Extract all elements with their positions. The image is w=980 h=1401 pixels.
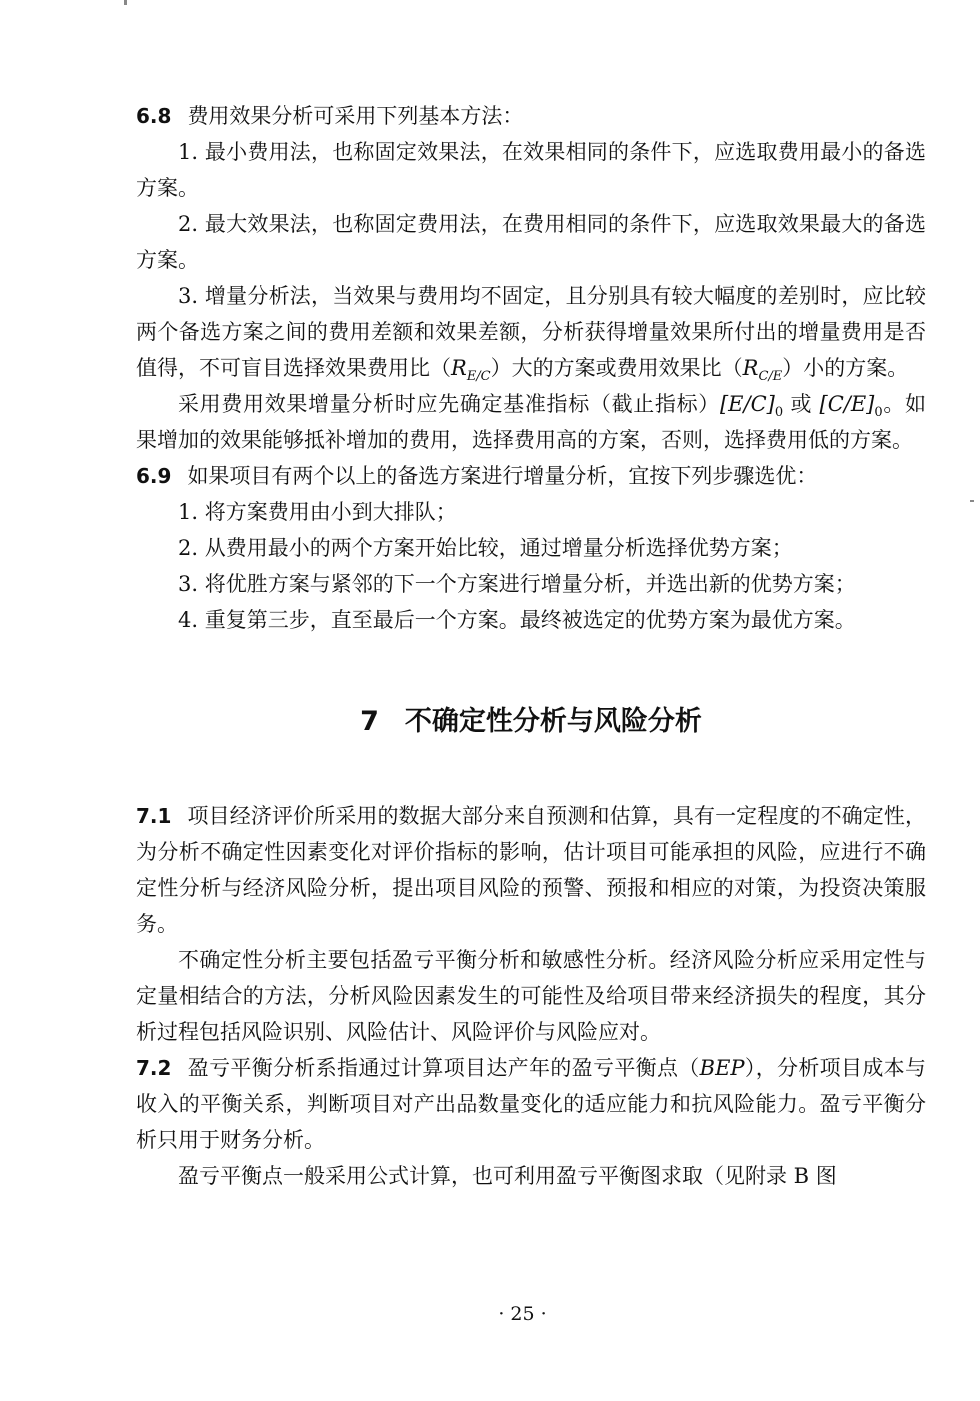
step-item: 3. 将优胜方案与紧邻的下一个方案进行增量分析，并选出新的优势方案；: [178, 572, 856, 596]
step-item: 2. 从费用最小的两个方案开始比较，通过增量分析选择优势方案；: [178, 536, 793, 560]
benchmark-subscript: 0: [774, 405, 784, 421]
paragraph: [136, 386, 926, 458]
clause-7-2: [136, 1050, 926, 1158]
ratio-symbol: R: [742, 356, 759, 380]
clause-text: 费用效果分析可采用下列基本方法：: [187, 104, 524, 128]
clause-text: ），分析项目成本与收入的平衡关系，判断项目对产出品数量变化的适应能力和抗风险能力。盈亏平衡分析只用于财务分析。: [136, 1056, 926, 1152]
clause-6-9-heading: [136, 458, 926, 494]
step-item: 1. 将方案费用由小到大排队；: [178, 500, 457, 524]
method-text: ）小的方案。: [782, 356, 909, 380]
scan-speck: [970, 500, 974, 502]
paragraph: 不确定性分析主要包括盈亏平衡分析和敏感性分析。经济风险分析应采用定性与定量相结合的方法，分析风险因素发生的可能性及给项目带来经济损失的程度，其分析过程包括风险识别、风险估计、风险评价与风险应对。: [136, 948, 926, 1044]
clause-text: 盈亏平衡分析系指通过计算项目达产年的盈亏平衡点（: [187, 1056, 700, 1080]
paragraph-text: 采用费用效果增量分析时应先确定基准指标（截止指标）: [178, 392, 720, 416]
method-text: 3. 增量分析法，当效果与费用均不固定，且分别具有较大幅度的差别时，应比较两个备选方案之间的费用差额和效果差额，分析获得增量效果所付出的增量费用是否值得，不可盲目选择效果费用比（: [136, 284, 926, 380]
clause-number: 6.8: [136, 104, 172, 128]
page-number: · 25 ·: [498, 1303, 547, 1325]
bep-symbol: BEP: [699, 1056, 745, 1080]
paragraph: 盈亏平衡点一般采用公式计算，也可利用盈亏平衡图求取（见附录 B 图: [178, 1164, 837, 1188]
paragraph-text: 或: [783, 392, 820, 416]
chapter-title: [136, 704, 926, 740]
step-item: 4. 重复第三步，直至最后一个方案。最终被选定的优势方案为最优方案。: [178, 608, 856, 632]
chapter-title-text: 不确定性分析与风险分析: [404, 706, 702, 737]
clause-number: 6.9: [136, 464, 172, 488]
clause-6-8-heading: [136, 98, 926, 134]
ratio-subscript: C/E: [758, 369, 783, 385]
method-item: 2. 最大效果法，也称固定费用法，在费用相同的条件下，应选取效果最大的备选方案。: [136, 212, 926, 272]
paragraph-text: 。如果增加的效果能够抵补增加的费用，选择费用高的方案，否则，选择费用低的方案。: [136, 392, 926, 452]
benchmark-subscript: 0: [874, 405, 883, 421]
clause-number: 7.1: [136, 804, 172, 828]
scan-speck: [124, 0, 127, 5]
benchmark-ec: [E/C]: [719, 392, 775, 416]
benchmark-ce: [C/E]: [819, 392, 875, 416]
method-item: [136, 278, 926, 386]
clause-text: 如果项目有两个以上的备选方案进行增量分析，宜按下列步骤选优：: [187, 464, 818, 488]
chapter-number: 7: [360, 706, 379, 737]
clause-number: 7.2: [136, 1056, 172, 1080]
method-text: ）大的方案或费用效果比（: [490, 356, 743, 380]
method-item: 1. 最小费用法，也称固定效果法，在效果相同的条件下，应选取费用最小的备选方案。: [136, 140, 926, 200]
ratio-subscript: E/C: [466, 369, 491, 385]
ratio-symbol: R: [451, 356, 467, 380]
clause-7-1: [136, 798, 926, 942]
clause-text: 项目经济评价所采用的数据大部分来自预测和估算，具有一定程度的不确定性，为分析不确定性因素变化对评价指标的影响，估计项目可能承担的风险，应进行不确定性分析与经济风险分析，提出项目风险的预警、预报和相应的对策，为投资决策服务。: [136, 804, 926, 936]
page-body: [136, 98, 926, 1194]
